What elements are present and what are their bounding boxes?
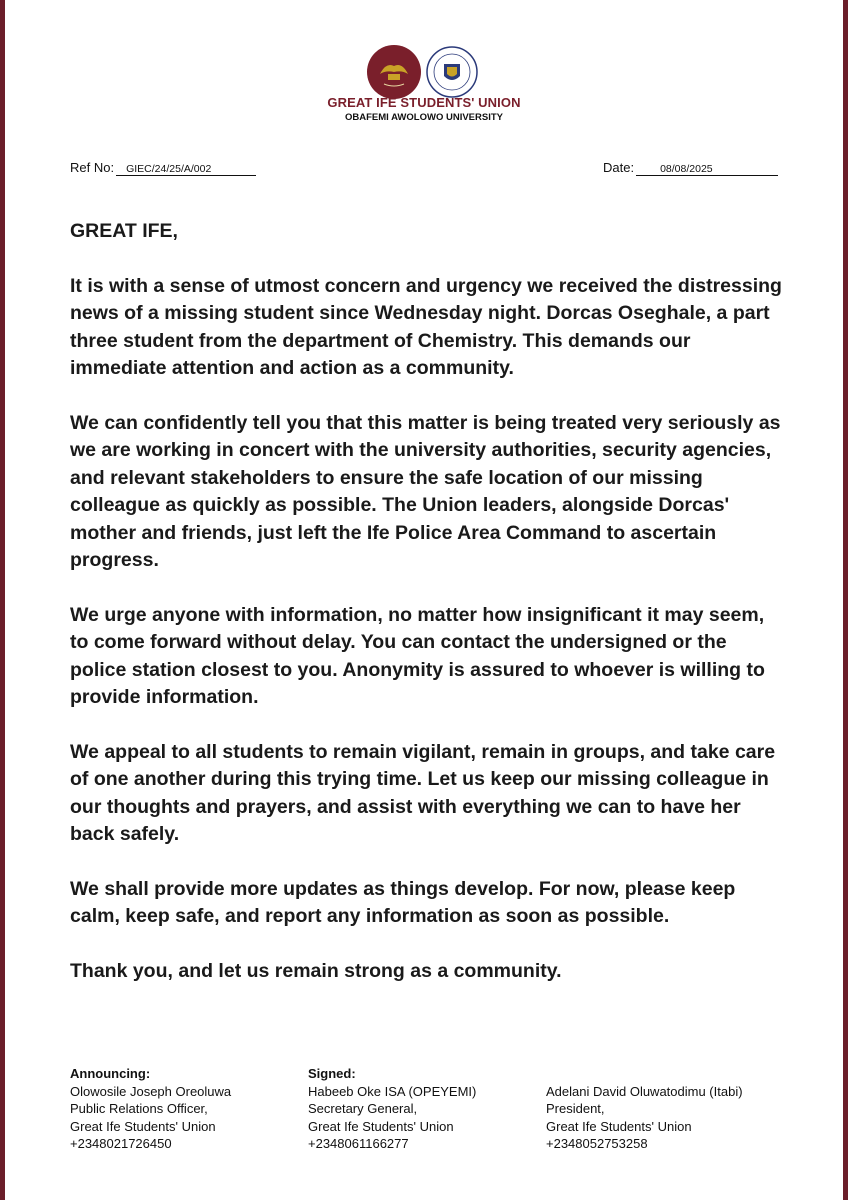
ref-label: Ref No: <box>70 160 115 175</box>
ref-value: GIEC/24/25/A/002 <box>116 163 256 176</box>
signatory-president <box>546 1065 743 1153</box>
signatory-phone: +2348021726450 <box>70 1136 172 1151</box>
signatory-pro <box>70 1065 231 1153</box>
page-border-right <box>843 0 848 1200</box>
signatory-org: Great Ife Students' Union <box>70 1118 216 1134</box>
union-logo <box>366 44 422 100</box>
signatory-phone: +2348052753258 <box>546 1136 648 1151</box>
signatory-heading: Announcing: <box>70 1066 151 1081</box>
paragraph: Thank you, and let us remain strong as a community. <box>70 959 562 982</box>
signatory-org: Great Ife Students' Union <box>546 1118 692 1134</box>
signatory-name: Adelani David Oluwatodimu (Itabi) <box>546 1083 743 1099</box>
header-logos <box>366 44 484 100</box>
signatory-secretary <box>308 1065 476 1153</box>
paragraph: We shall provide more updates as things develop. For now, please keep calm, keep safe, and report any information as soon as possible. <box>70 877 736 927</box>
signatory-name: Olowosile Joseph Oreoluwa <box>70 1083 232 1099</box>
oau-logo <box>426 46 478 98</box>
date-value: 08/08/2025 <box>636 163 778 176</box>
date-label: Date: <box>603 160 635 175</box>
paragraph: We can confidently tell you that this matter is being treated very seriously as we are working in concert with the university authorities, security agencies, and relevant stakeholders to ensure the safe location of our missing colleague as quickly as possible. The Union leaders, alongside Dorcas' mother and friends, just left the Ife Police Area Command to ascertain progress. <box>70 411 781 571</box>
page-border-left <box>0 0 5 1200</box>
signatory-role: Secretary General, <box>308 1101 418 1116</box>
signatory-role: President, <box>546 1101 605 1116</box>
university-name: OBAFEMI AWOLOWO UNIVERSITY <box>345 112 503 123</box>
letter-body <box>70 218 782 1012</box>
signatory-phone: +2348061166277 <box>308 1136 409 1151</box>
signatory-role: Public Relations Officer, <box>70 1101 208 1116</box>
salutation: GREAT IFE, <box>70 220 178 242</box>
paragraph: We urge anyone with information, no matter how insignificant it may seem, to come forward without delay. You can contact the undersigned or the police station closest to you. Anonymity is assured to whoever is willing to provide information. <box>70 603 765 708</box>
paragraph: It is with a sense of utmost concern and urgency we received the distressing news of a missing student since Wednesday night. Dorcas Oseghale, a part three student from the department of Chemistry. This demands our immediate attention and action as a community. <box>70 274 782 379</box>
signatory-heading <box>546 1065 743 1083</box>
signatory-org: Great Ife Students' Union <box>308 1118 454 1134</box>
letter-date <box>603 160 778 176</box>
paragraph: We appeal to all students to remain vigilant, remain in groups, and take care of one another during this trying time. Let us keep our missing colleague in our thoughts and prayers, and assist with everything we can to have her back safely. <box>70 740 776 845</box>
signatory-name: Habeeb Oke ISA (OPEYEMI) <box>308 1083 477 1099</box>
signatory-heading: Signed: <box>308 1066 356 1081</box>
union-name: GREAT IFE STUDENTS' UNION <box>327 95 521 110</box>
reference-number <box>70 160 256 176</box>
